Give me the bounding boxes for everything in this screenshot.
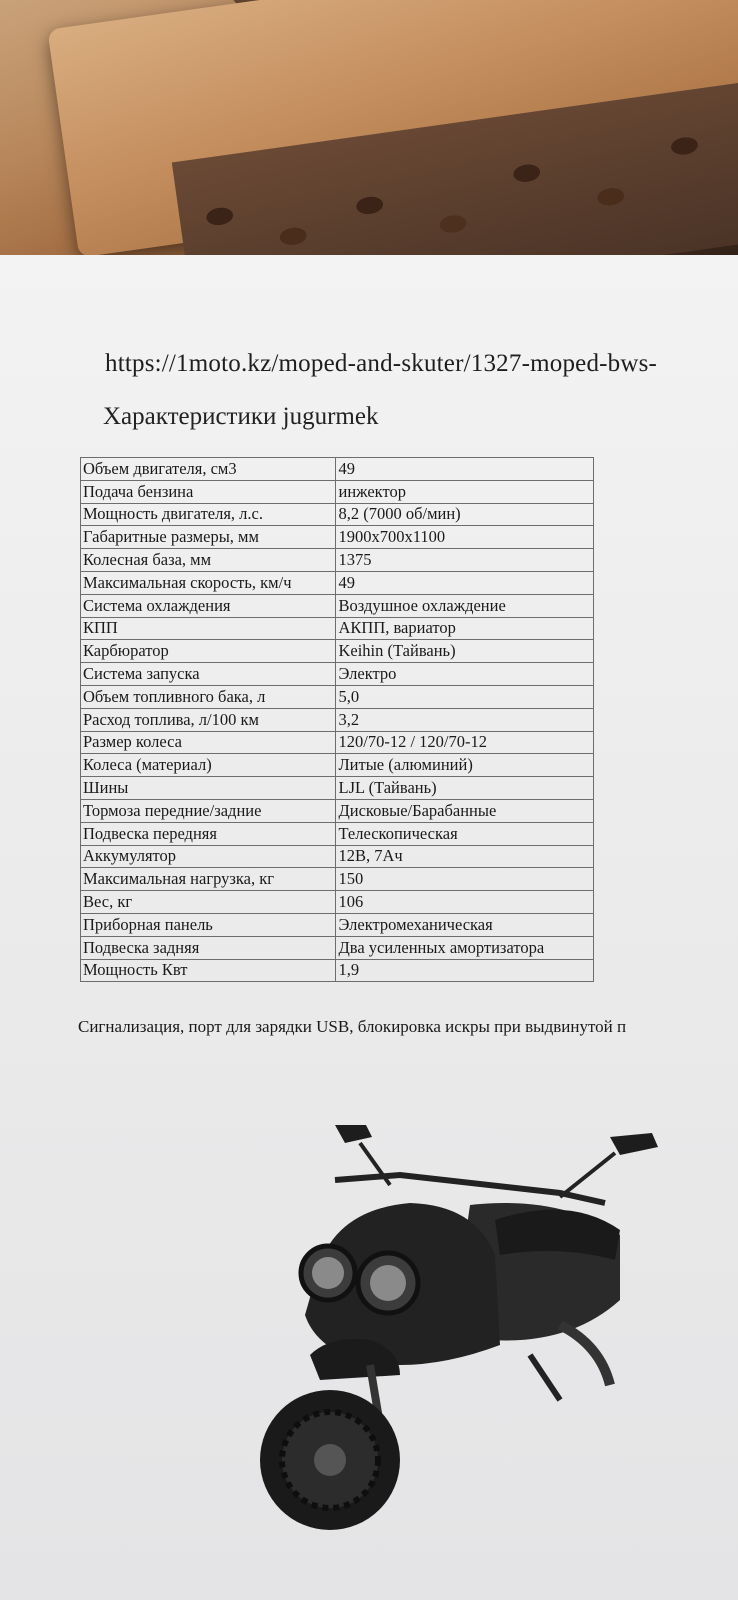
spec-value: Электромеханическая	[336, 913, 594, 936]
spec-value: 8,2 (7000 об/мин)	[336, 503, 594, 526]
spec-row	[81, 822, 594, 845]
spec-row	[81, 663, 594, 686]
spec-row	[81, 685, 594, 708]
spec-name: Максимальная скорость, км/ч	[81, 571, 336, 594]
source-url: https://1moto.kz/moped-and-skuter/1327-moped-bws-	[105, 350, 658, 377]
spec-value: АКПП, вариатор	[336, 617, 594, 640]
spec-value: 120/70-12 / 120/70-12	[336, 731, 594, 754]
spec-value: Дисковые/Барабанные	[336, 799, 594, 822]
spec-name: Система запуска	[81, 663, 336, 686]
spec-row	[81, 503, 594, 526]
spec-name: КПП	[81, 617, 336, 640]
spec-name: Подвеска задняя	[81, 936, 336, 959]
spec-value: Воздушное охлаждение	[336, 594, 594, 617]
spec-value: Keihin (Тайвань)	[336, 640, 594, 663]
spec-row	[81, 549, 594, 572]
spec-value: 1900х700х1100	[336, 526, 594, 549]
spec-name: Вес, кг	[81, 891, 336, 914]
spec-row	[81, 708, 594, 731]
spec-value: Телескопическая	[336, 822, 594, 845]
spec-row	[81, 891, 594, 914]
spec-row	[81, 480, 594, 503]
spec-table	[80, 457, 594, 982]
features-note: Сигнализация, порт для зарядки USB, блокировка искры при выдвинутой п	[78, 1017, 627, 1036]
spec-value: 1375	[336, 549, 594, 572]
spec-row	[81, 868, 594, 891]
spec-row	[81, 959, 594, 982]
spec-row	[81, 754, 594, 777]
spec-value: Электро	[336, 663, 594, 686]
spec-value: инжектор	[336, 480, 594, 503]
spec-value: 150	[336, 868, 594, 891]
spec-name: Максимальная нагрузка, кг	[81, 868, 336, 891]
spec-row	[81, 617, 594, 640]
spec-value: 49	[336, 571, 594, 594]
scooter-image	[260, 1125, 700, 1565]
spec-name: Размер колеса	[81, 731, 336, 754]
spec-name: Габаритные размеры, мм	[81, 526, 336, 549]
spec-row	[81, 799, 594, 822]
spec-value: 5,0	[336, 685, 594, 708]
spec-name: Аккумулятор	[81, 845, 336, 868]
spec-name: Подача бензина	[81, 480, 336, 503]
page-title: Характеристики jugurmek	[103, 403, 379, 430]
spec-name: Колеса (материал)	[81, 754, 336, 777]
spec-name: Приборная панель	[81, 913, 336, 936]
spec-name: Объем топливного бака, л	[81, 685, 336, 708]
spec-name: Тормоза передние/задние	[81, 799, 336, 822]
spec-row	[81, 571, 594, 594]
spec-row	[81, 731, 594, 754]
spec-row	[81, 594, 594, 617]
spec-value: LJL (Тайвань)	[336, 777, 594, 800]
spec-name: Мощность двигателя, л.с.	[81, 503, 336, 526]
spec-row	[81, 526, 594, 549]
spec-value: 12В, 7Ач	[336, 845, 594, 868]
spec-row	[81, 845, 594, 868]
spec-name: Расход топлива, л/100 км	[81, 708, 336, 731]
spec-value: Два усиленных амортизатора	[336, 936, 594, 959]
spec-row	[81, 458, 594, 481]
spec-name: Шины	[81, 777, 336, 800]
spec-name: Система охлаждения	[81, 594, 336, 617]
spec-value: Литые (алюминий)	[336, 754, 594, 777]
spec-name: Карбюратор	[81, 640, 336, 663]
spec-value: 49	[336, 458, 594, 481]
spec-value: 106	[336, 891, 594, 914]
spec-value: 3,2	[336, 708, 594, 731]
spec-name: Подвеска передняя	[81, 822, 336, 845]
spec-name: Мощность Квт	[81, 959, 336, 982]
spec-value: 1,9	[336, 959, 594, 982]
spec-row	[81, 777, 594, 800]
spec-name: Колесная база, мм	[81, 549, 336, 572]
spec-row	[81, 936, 594, 959]
spec-row	[81, 913, 594, 936]
spec-name: Объем двигателя, см3	[81, 458, 336, 481]
spec-row	[81, 640, 594, 663]
